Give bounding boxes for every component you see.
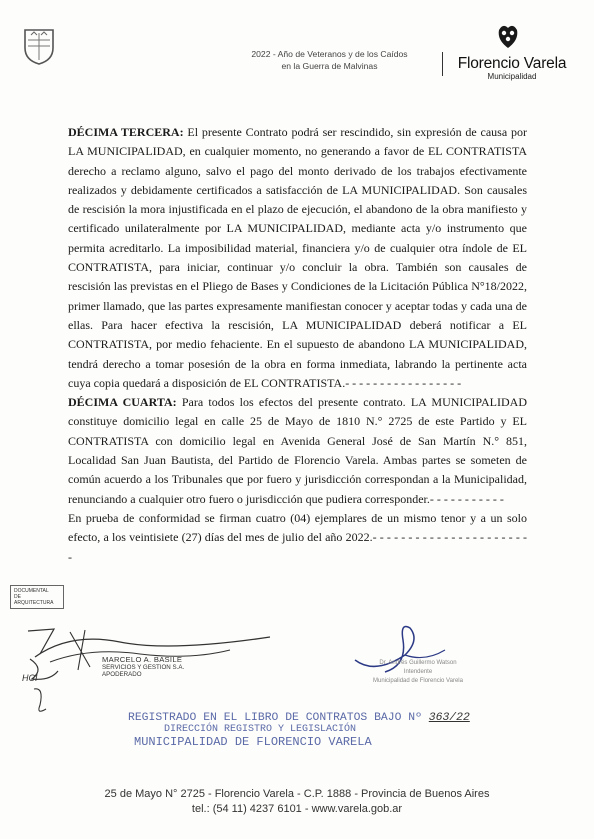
registry-number: 363/22 xyxy=(428,712,470,724)
clause-heading: DÉCIMA TERCERA: xyxy=(68,125,184,139)
clause-heading: DÉCIMA CUARTA: xyxy=(68,395,177,410)
municipal-crest-icon xyxy=(22,26,56,66)
clause-text: El presente Contrato podrá ser rescindido, sin expresión de causa por LA MUNICIPALIDAD, en cualquier momento, no generando a favor de EL CONTRATISTA derecho a reclamo alguno, salvo el pago del monto derivado de los trabajos efectivamente realizados y debidamente certificados a satisfacción de LA MUNICIPALIDAD. Son causales de rescisión la mora injustificada en el plazo de ejecución, el abandono de la obra manifiesto y certificado unilateralmente por LA MUNICIPALIDAD, mediante acta y/o instrumento que permita acreditarlo. La imposibilidad material, financiera y/o de cualquier otra índole de EL CONTRATISTA, para iniciar, continuar y/o concluir la obra. También son causales de rescisión las previstas en el Pliego de Bases y Condiciones de la Licitación Pública N°18/2022, primer llamado, que las partes expresamente manifiestan conocer y aceptar todas y cada una de ellas. Para hacer efectiva la rescisión, LA MUNICIPALIDAD deberá notificar a EL CONTRATISTA, por medio fehaciente. En el supuesto de abandono LA MUNICIPALIDAD, tendrá derecho a tomar posesión de la obra en forma inmediata, labrando la pertinente acta cuya copia quedará a disposición de EL CONTRATISTA.- - - - - - - - - - - - - - - - - xyxy=(68,125,527,390)
stamp-line-2: DE ARQUITECTURA xyxy=(14,594,54,606)
registry-line-2: DIRECCIÓN REGISTRO Y LEGISLACIÓN xyxy=(164,724,357,735)
registry-stamp xyxy=(128,712,470,749)
registry-line-1: REGISTRADO EN EL LIBRO DE CONTRATOS BAJO Nº 363/22 xyxy=(128,712,470,724)
stamp-line-1: DOCUMENTAL xyxy=(14,588,49,594)
header-motto xyxy=(222,48,437,72)
mayor-name: Dr. Andrés Guillermo Watson xyxy=(379,660,457,666)
clause-decima-cuarta xyxy=(68,393,527,509)
clause-text: Para todos los efectos del presente contrato. LA MUNICIPALIDAD constituye domicilio legal en calle 25 de Mayo de 1810 N.° 2725 de este Partido y EL CONTRATISTA con domicilio legal en Avenida General José de San Martín N.° 851, Localidad San Juan Bautista, del Partido de Florencio Varela. Ambas partes se someten de común acuerdo a los Tribunales que por fuero y jurisdicción correspondan a la Municipalidad, renunciando a cualquier otro fuero o jurisdicción que pudiera corresponder.- - - - - - - - - - - xyxy=(68,395,527,506)
municipality-subtitle: Municipalidad xyxy=(487,72,537,81)
motto-line-2: en la Guerra de Malvinas xyxy=(281,61,378,71)
closing-paragraph: En prueba de conformidad se firman cuatro (04) ejemplares de un mismo tenor y a un solo efecto, a los veintisiete (27) días del mes de julio del año 2022.- - - - - - - - - - - - - - - - - - - - - - - xyxy=(68,510,527,564)
mayor-role: Intendente xyxy=(403,669,433,675)
municipality-name: Florencio Varela xyxy=(457,55,567,72)
contract-body xyxy=(68,123,527,567)
signer-company: SERVICIOS Y GESTION S.A. xyxy=(102,663,185,671)
page-footer xyxy=(0,787,594,817)
registry-line-3: MUNICIPALIDAD DE FLORENCIO VARELA xyxy=(134,735,372,749)
stamp-initials: HCI xyxy=(22,673,38,683)
signature-left-block xyxy=(102,656,184,679)
header-divider xyxy=(442,52,443,76)
florencio-varela-logo-icon xyxy=(493,20,523,50)
motto-line-1: 2022 - Año de Veteranos y de los Caídos xyxy=(251,49,408,59)
signer-role: APODERADO xyxy=(102,671,142,678)
footer-address: 25 de Mayo N° 2725 - Florencio Varela - C.P. 1888 - Provincia de Buenos Aires xyxy=(104,788,490,800)
signer-name: MARCELO A. BASILE xyxy=(102,655,183,664)
mayor-entity: Municipalidad de Florencio Varela xyxy=(373,678,463,684)
clause-decima-tercera xyxy=(68,123,527,393)
signature-right-block xyxy=(358,659,478,686)
footer-contact: tel.: (54 11) 4237 6101 - www.varela.gob.ar xyxy=(191,803,403,815)
